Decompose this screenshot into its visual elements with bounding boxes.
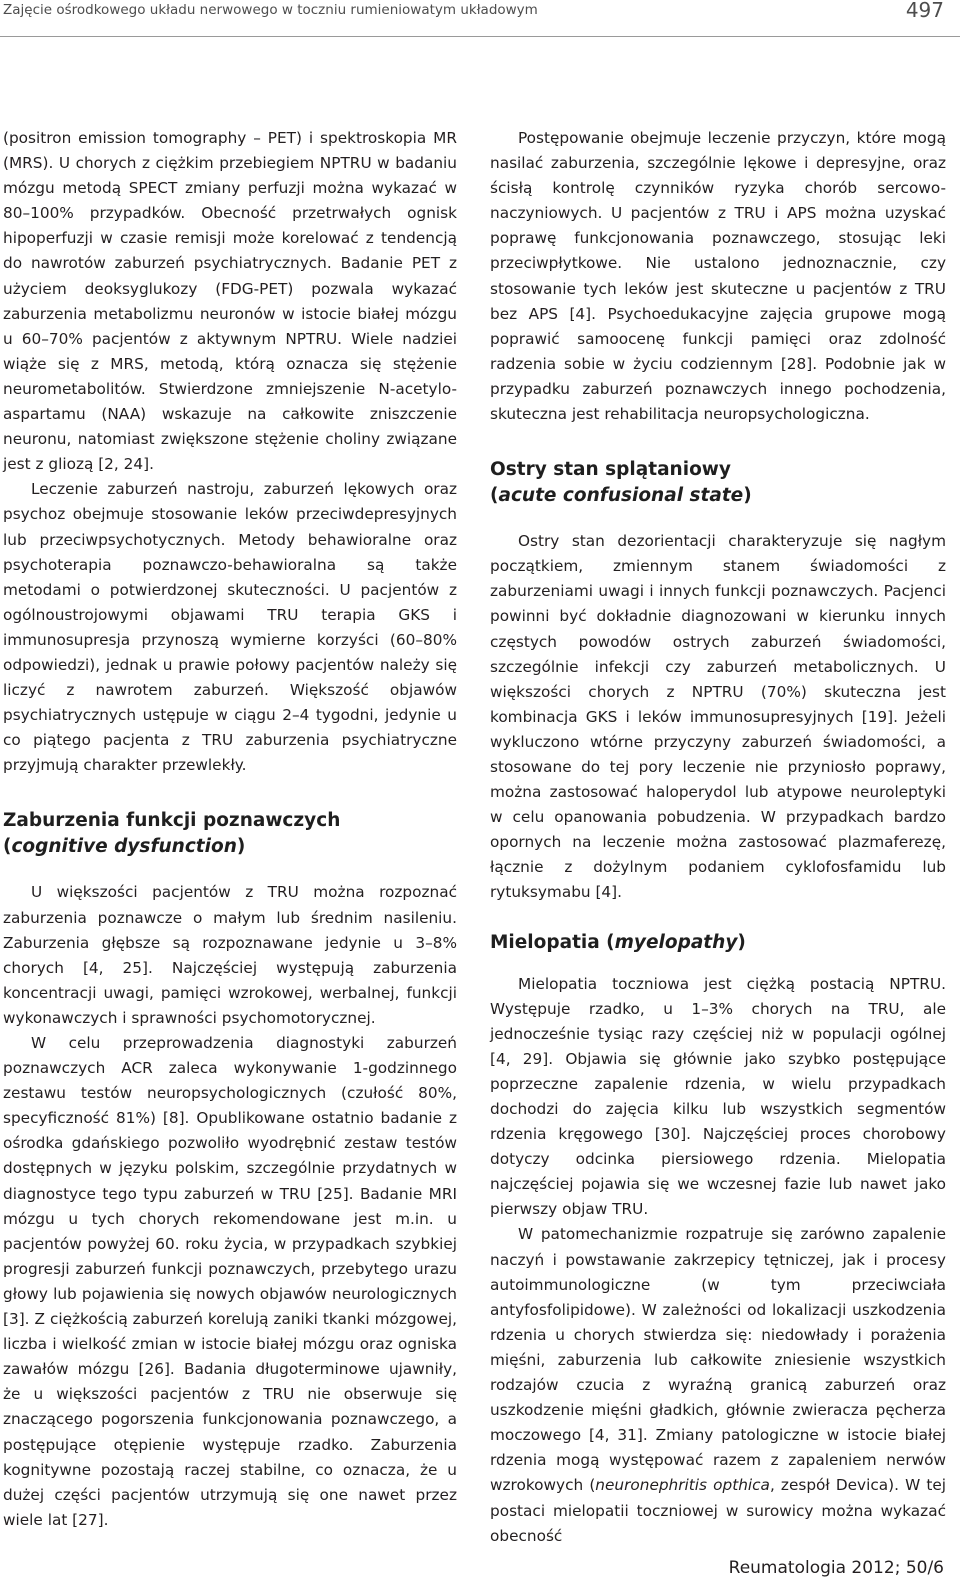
page-number: 497 — [905, 0, 944, 22]
paragraph-cognitive-diagnostics: W celu przeprowadzenia diagnostyki zaburzeń poznawczych ACR zaleca wykonywanie 1-godzinnego zestawu testów neuropsychologicznych (czułość 80%, specyficzność 81%) [8]. Opublikowane ostatnio badanie z ośrodka gdańskiego pozwoliło wyodrębnić zestaw testów dostępnych w języku polskim, szczególnie przydatnych w diagnostyce tego typu zaburzeń w TRU [25]. Badanie MRI mózgu u tych chorych rekomendowane jest m.in. u pacjentów powyżej 60. roku życia, w przypadkach szybkiej progresji zaburzeń funkcji poznawczych, przebytego urazu głowy lub pojawienia się nowych objawów neurologicznych [3]. Z ciężkością zaburzeń korelują zaniki tkanki mózgowej, liczba i wielkość zmian w istocie białej mózgu oraz ogniska zawałów mózgu [26]. Badania długoterminowe ujawniły, że u większości pacjentów z TRU nie obserwuje się znaczącego pogorszenia funkcjonowania poznawczego, a postępujące otępienie występuje rzadko. Zaburzenia kognitywne pozostają raczej stabilne, co oznacza, że u dużej części pacjentów utrzymują się one nawet przez wiele lat [27]. — [3, 1034, 457, 1529]
heading-cognitive-line2: (cognitive dysfunction) — [3, 836, 246, 858]
heading-confusional-line1: Ostry stan splątaniowy — [490, 459, 731, 481]
journal-footer: Reumatologia 2012; 50/6 — [728, 1558, 944, 1578]
section-heading-confusional — [490, 457, 946, 509]
heading-confusional-line2: (acute confusional state) — [490, 485, 752, 507]
section-heading-cognitive — [3, 808, 457, 860]
right-column — [490, 126, 946, 1549]
heading-cognitive-italic: cognitive dysfunction — [11, 836, 237, 858]
paragraph-imaging: (positron emission tomography – PET) i spektroskopia MR (MRS). U chorych z ciężkim przebiegiem NPTRU w badaniu mózgu metodą SPECT zmiany perfuzji można wykazać w 80–100% przypadków. Obecność przetrwałych ognisk hipoperfuzji w czasie remisji może korelować z tendencją do nawrotów zaburzeń psychiatrycznych. Badanie PET z użyciem deoksyglukozy (FDG-PET) pozwala wykazać zaburzenia metabolizmu neuronów w istocie białej mózgu u 60–70% pacjentów z aktywnym NPTRU. Wiele nadziei wiąże się z MRS, metodą, którą oznacza się stężenie neurometabolitów. Stwierdzone zmniejszenie N-acetylo-aspartamu (NAA) wskazuje na całkowite zniszczenie neuronu, natomiast zwiększone stężenie choliny związane jest z gliozą [2, 24]. — [3, 129, 457, 474]
paragraph-cognitive-management: Postępowanie obejmuje leczenie przyczyn, które mogą nasilać zaburzenia, szczególnie lękowe i depresyjne, oraz ścisłą kontrolę czynników ryzyka chorób sercowo-naczyniowych. U pacjentów z TRU i APS można uzyskać poprawę funkcjonowania poznawczego, stosując leki przeciwpłytkowe. Nie ustalono jednoznacznie, czy stosowanie tych leków jest skuteczne u pacjentów z TRU bez APS [4]. Psychoedukacyjne zajęcia grupowe mogą poprawić samoocenę funkcji pamięci oraz zdolność radzenia sobie w życiu codziennym [28]. Podobnie jak w przypadku zaburzeń poznawczych innego pochodzenia, skuteczna jest rehabilitacja neuropsychologiczna. — [490, 129, 946, 424]
paragraph-confusional: Ostry stan dezorientacji charakteryzuje się nagłym początkiem, zmiennym stanem świadomości z zaburzeniami uwagi i innych funkcji poznawczych. Pacjenci powinni być dokładnie diagnozowani w kierunku innych częstych powodów ostrych zaburzeń świadomości, szczególnie infekcji czy zaburzeń metabolicznych. U większości chorych z NPTRU (70%) skuteczna jest kombinacja GKS i leków immunosupresyjnych [19]. Jeżeli wykluczono wtórne przyczyny zaburzeń świadomości, a stosowane do tej pory leczenie nie przyniosło poprawy, można zastosować haloperydol lub atypowe neuroleptyki w celu opanowania pobudzenia. W przypadkach bardzo opornych na leczenie można zastosować plazmaferezę, łącznie z dożylnym podaniem cyklofosfamidu lub rytuksymabu [4]. — [490, 532, 946, 902]
page-header — [0, 0, 960, 37]
running-title: Zajęcie ośrodkowego układu nerwowego w toczniu rumieniowatym układowym — [3, 2, 538, 18]
heading-myelopathy: Mielopatia (myelopathy) — [490, 931, 746, 953]
latin-term: neuronephritis opthica — [595, 1476, 770, 1495]
paragraph-treatment-mood: Leczenie zaburzeń nastroju, zaburzeń lękowych oraz psychoz obejmuje stosowanie leków przeciwdepresyjnych lub przeciwpsychotycznych. Metody behawioralne oraz psychoterapia poznawczo-behawioralna są także metodami o potwierdzonej skuteczności. U pacjentów z ogólnoustrojowymi objawami TRU terapia GKS i immunosupresja przynoszą wymierne korzyści (60–80% odpowiedzi), jednak u prawie połowy pacjentów należy się liczyć z nawrotem zaburzeń. Większość objawów psychiatrycznych ustępuje w ciągu 2–4 tygodni, jedynie u co piątego pacjenta z TRU zaburzenia psychiatryczne przyjmują charakter przewlekły. — [3, 480, 457, 775]
left-column — [3, 126, 457, 1533]
paragraph-myelopathy-pathomechanism: W patomechanizmie rozpatruje się zarówno zapalenie naczyń i powstawanie zakrzepicy tętniczej, jak i procesy autoimmunologiczne (w tym przeciwciała antyfosfolipidowe). W zależności od lokalizacji uszkodzenia rdzenia u chorych stwierdza się: niedowłady i porażenia mięśni, zaburzenia lub całkowite zniesienie wszystkich rodzajów czucia z wyraźną granicą zaburzeń oraz uszkodzenie mięśni gładkich, głównie zwieracza pęcherza moczowego [4, 31]. Zmiany patologiczne w istocie białej rdzenia mogą występować razem z zapaleniem nerwów wzrokowych (neuronephritis opthica, zespół Devica). W tej postaci mielopatii toczniowej w surowicy można wykazać obecność — [490, 1225, 947, 1545]
paragraph-cognitive-intro: U większości pacjentów z TRU można rozpoznać zaburzenia poznawcze o małym lub średnim nasileniu. Zaburzenia głębsze są rozpoznawane jedynie u 3–8% chorych [4, 25]. Najczęściej występują zaburzenia koncentracji uwagi, pamięci wzrokowej, werbalnej, funkcji wykonawczych i sprawności psychomotorycznej. — [3, 883, 457, 1027]
heading-myelopathy-italic: myelopathy — [614, 931, 738, 953]
heading-confusional-italic: acute confusional state — [498, 485, 744, 507]
paragraph-myelopathy-intro: Mielopatia toczniowa jest ciężką postacią NPTRU. Występuje rzadko, u 1–3% chorych na TRU, ale jednocześnie tysiąc razy częściej niż w populacji ogólnej [4, 29]. Objawia się głównie jako szybko postępujące poprzeczne zapalenie rdzenia, w wielu przypadkach dochodzi do zajęcia kilku lub wszystkich segmentów rdzenia kręgowego [30]. Najczęściej proces chorobowy dotyczy odcinka piersiowego rdzenia. Mielopatia najczęściej pojawia się we wczesnej fazie lub nawet jako pierwszy objaw TRU. — [490, 974, 946, 1219]
section-heading-myelopathy — [490, 930, 946, 956]
heading-cognitive-line1: Zaburzenia funkcji poznawczych — [3, 810, 341, 832]
